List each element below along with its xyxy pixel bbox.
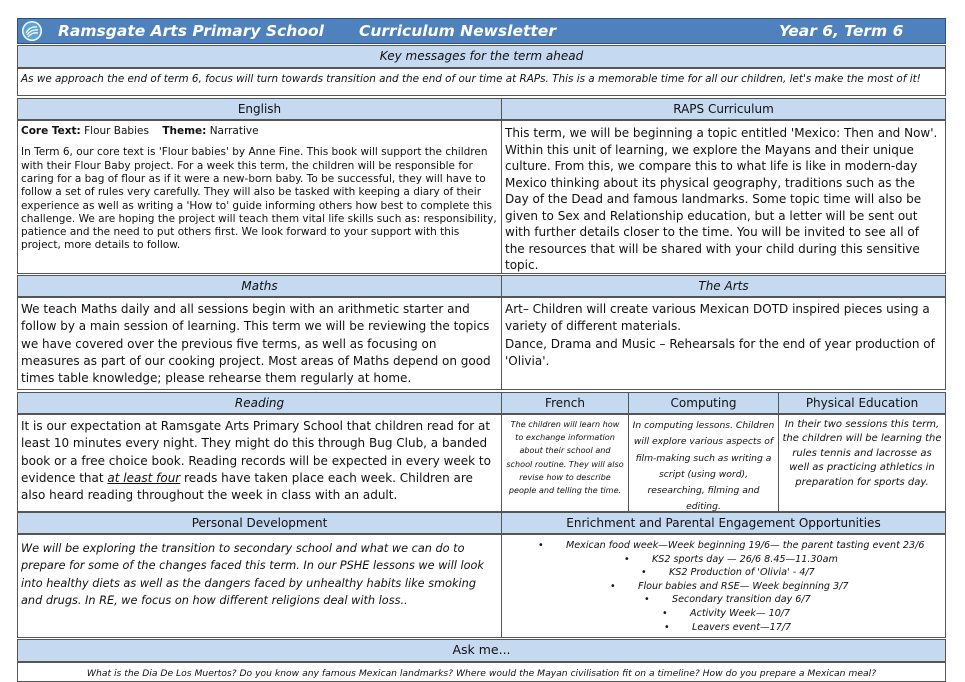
reading-text-b: reads have taken place each week. Children are also heard reading throughout the week in class with an adult. bbox=[21, 470, 473, 503]
pe-text: In their two sessions this term, the children will be learning the rules tennis and lacrosse as well as practicing athletics in preparation for sports day. bbox=[782, 419, 942, 488]
arts-heading: The Arts bbox=[501, 275, 946, 297]
enrichment-item: • Activity Week— 10/7 bbox=[502, 607, 945, 621]
french-body bbox=[501, 414, 629, 512]
school-logo-icon bbox=[21, 20, 43, 42]
ask-me-heading: Ask me... bbox=[17, 639, 946, 662]
maths-body bbox=[17, 297, 502, 390]
ask-me-body bbox=[17, 662, 946, 682]
theme-value: Narrative bbox=[209, 125, 259, 137]
maths-text: We teach Maths daily and all sessions begin with an arithmetic starter and follow by a main session of learning. This term we will be reviewing the topics we have covered over the previous five terms, as well as focusing on measures as part of our cooking project. Most areas of Maths depend on good times table knowledge; please rehearse them regularly at home. bbox=[21, 302, 491, 386]
personal-heading: Personal Development bbox=[17, 512, 502, 534]
computing-body bbox=[628, 414, 779, 512]
ask-me-text: What is the Dia De Los Muertos? Do you know any famous Mexican landmarks? Where would the Mayan civilisation fit on a timeline? How do you prepare a Mexican meal? bbox=[86, 668, 877, 679]
enrichment-heading: Enrichment and Parental Engagement Opportunities bbox=[501, 512, 946, 534]
english-body bbox=[17, 120, 502, 274]
reading-emphasis: at least four bbox=[107, 470, 181, 485]
french-text: The children will learn how to exchange information about their school and school routine. They will also revise how to describe people and telling the time. bbox=[506, 419, 624, 496]
core-text-label: Core Text: bbox=[21, 125, 81, 137]
enrichment-item: • Leavers event—17/7 bbox=[502, 621, 945, 635]
enrichment-item: • Secondary transition day 6/7 bbox=[502, 593, 945, 607]
raps-heading: RAPS Curriculum bbox=[501, 98, 946, 120]
pe-heading: Physical Education bbox=[778, 392, 946, 414]
personal-text: We will be exploring the transition to secondary school and what we can do to prepare for some of the changes faced this term. In our PSHE lessons we will look into healthy diets as well as the dangers faced by unhealthy habits like smoking and drugs. In RE, we focus on how different religions deal with loss.. bbox=[21, 542, 484, 608]
key-messages-heading: Key messages for the term ahead bbox=[17, 45, 946, 68]
arts-body bbox=[501, 297, 946, 390]
arts-line-2: Dance, Drama and Music – Rehearsals for the end of year production of 'Olivia'. bbox=[505, 336, 935, 368]
reading-body bbox=[17, 414, 502, 512]
english-text: In Term 6, our core text is 'Flour babies' by Anne Fine. This book will support the children with their Flour Baby project. For a week this term, the children will be responsible for caring for a bag of flour as if it were a new-born baby. To be successful, they will have to follow a set of rules very carefully. They will also be tasked with keeping a diary of their experience as well as writing a 'How to' guide informing others how best to complete this challenge. We are hoping the project will teach them vital life skills such as: responsibility, patience and the need to put others first. We look forward to your support with this project, more details to follow. bbox=[21, 146, 497, 252]
theme-label: Theme: bbox=[162, 125, 207, 137]
key-messages-body: As we approach the end of term 6, focus will turn towards transition and the end of our time at RAPs. This is a memorable time for all our children, let's make the most of it! bbox=[21, 73, 921, 85]
personal-body bbox=[17, 534, 502, 638]
pe-body bbox=[778, 414, 946, 512]
english-core-line bbox=[21, 125, 498, 138]
newsletter-title: Curriculum Newsletter bbox=[359, 22, 556, 40]
newsletter-header bbox=[17, 18, 946, 44]
enrichment-item: • KS2 sports day — 26/6 8.45—11.30am bbox=[502, 553, 945, 567]
key-messages-text bbox=[17, 68, 946, 96]
enrichment-item: • KS2 Production of 'Olivia' - 4/7 bbox=[502, 566, 945, 580]
english-heading: English bbox=[17, 98, 502, 120]
enrichment-item: • Mexican food week—Week beginning 19/6— the parent tasting event 23/6 bbox=[502, 539, 945, 553]
enrichment-body bbox=[501, 534, 946, 638]
year-term: Year 6, Term 6 bbox=[779, 22, 904, 40]
computing-text: In computing lessons. Children will explore various aspects of film-making such as writing a script (using word), researching, filming and editing. bbox=[632, 420, 775, 512]
maths-heading: Maths bbox=[17, 275, 502, 297]
core-text-value: Flour Babies bbox=[84, 125, 149, 137]
arts-line-1: Art– Children will create various Mexican DOTD inspired pieces using a variety of different materials. bbox=[505, 302, 930, 334]
enrichment-list bbox=[502, 539, 945, 634]
raps-body bbox=[501, 120, 946, 274]
raps-text: This term, we will be beginning a topic entitled 'Mexico: Then and Now'. Within this unit of learning, we explore the Mayans and their unique culture. From this, we compare this to what life is like in modern-day Mexico thinking about its physical geography, traditions such as the Day of the Dead and famous landmarks. Some topic time will also be given to Sex and Relationship education, but a letter will be sent out with further details closer to the time. You will be invited to see all of the resources that will be shared with your child during this sensitive topic. bbox=[505, 126, 938, 272]
enrichment-item: • Flour babies and RSE— Week beginning 3/7 bbox=[502, 580, 945, 594]
reading-heading: Reading bbox=[17, 392, 502, 414]
french-heading: French bbox=[501, 392, 629, 414]
reading-text-a: It is our expectation at Ramsgate Arts Primary School that children read for at least 10 minutes every night. They might do this through Bug Club, a banded book or a free choice book. Reading records will be expected in every week to evidence that bbox=[21, 419, 491, 485]
school-name: Ramsgate Arts Primary School bbox=[58, 22, 324, 40]
computing-heading: Computing bbox=[628, 392, 779, 414]
reading-text bbox=[21, 418, 498, 504]
